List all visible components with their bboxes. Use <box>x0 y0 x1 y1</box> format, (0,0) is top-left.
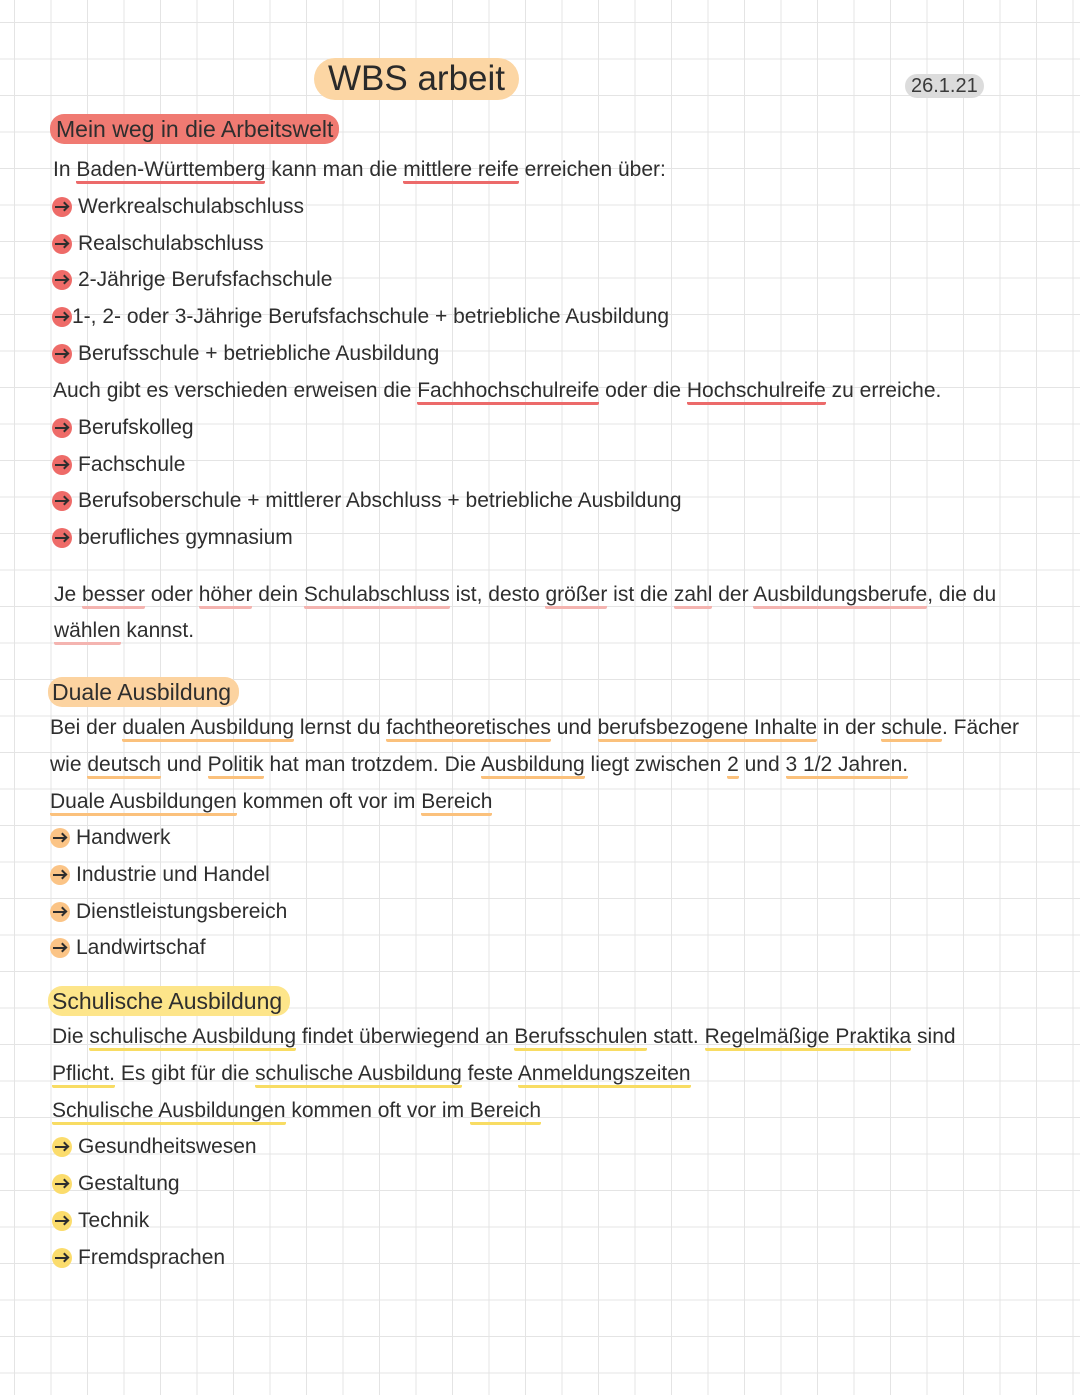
fachhochschulreife-text: Auch gibt es verschieden erweisen die Fachhochschulreife oder die Hochschulreife zu erreiche. <box>53 376 941 406</box>
section-heading-arbeitswelt: Mein weg in die Arbeitswelt <box>50 114 339 144</box>
page-title: WBS arbeit <box>314 58 519 100</box>
arrow-right-circle-icon <box>52 455 72 475</box>
intro-text: In Baden-Württemberg kann man die mittlere reife erreichen über: <box>53 155 666 185</box>
list-item: Fremdsprachen <box>52 1243 225 1273</box>
list-item: Berufskolleg <box>52 413 194 443</box>
duale-line-2: wie deutsch und Politik hat man trotzdem. Die Ausbildung liegt zwischen 2 und 3 1/2 Jahren. <box>50 750 908 780</box>
schulische-line-2: Pflicht. Es gibt für die schulische Ausbildung feste Anmeldungszeiten <box>52 1059 691 1089</box>
section-heading-duale-ausbildung: Duale Ausbildung <box>48 677 239 707</box>
list-item: 2-Jährige Berufsfachschule <box>52 265 332 295</box>
list-item: Gestaltung <box>52 1169 180 1199</box>
note-line-1: Je besser oder höher dein Schulabschluss ist, desto größer ist die zahl der Ausbildungsberufe, die du <box>54 580 996 610</box>
list-item: 1-, 2- oder 3-Jährige Berufsfachschule + betriebliche Ausbildung <box>52 302 669 332</box>
arrow-right-circle-icon <box>52 418 72 438</box>
arrow-right-circle-icon <box>52 197 72 217</box>
list-item: Gesundheitswesen <box>52 1132 257 1162</box>
date-label: 26.1.21 <box>905 74 984 98</box>
arrow-right-circle-icon <box>52 1248 72 1268</box>
arrow-right-circle-icon <box>52 1174 72 1194</box>
list-item: Landwirtschaf <box>50 933 206 963</box>
list-item: Werkrealschulabschluss <box>52 192 304 222</box>
arrow-right-circle-icon <box>52 234 72 254</box>
schulische-line-1: Die schulische Ausbildung findet überwiegend an Berufsschulen statt. Regelmäßige Praktika sind <box>52 1022 956 1052</box>
list-item: Berufsoberschule + mittlerer Abschluss + betriebliche Ausbildung <box>52 486 682 516</box>
list-item: berufliches gymnasium <box>52 523 293 553</box>
list-item: Realschulabschluss <box>52 229 264 259</box>
arrow-right-circle-icon <box>52 491 72 511</box>
list-item: Handwerk <box>50 823 171 853</box>
arrow-right-circle-icon <box>50 938 70 958</box>
duale-line-1: Bei der dualen Ausbildung lernst du fachtheoretisches und berufsbezogene Inhalte in der schule. Fächer <box>50 713 1019 743</box>
arrow-right-circle-icon <box>52 528 72 548</box>
duale-line-3: Duale Ausbildungen kommen oft vor im Bereich <box>50 787 492 817</box>
list-item: Berufsschule + betriebliche Ausbildung <box>52 339 439 369</box>
arrow-right-circle-icon <box>52 270 72 290</box>
arrow-right-circle-icon <box>50 902 70 922</box>
list-item: Fachschule <box>52 450 185 480</box>
section-heading-schulische-ausbildung: Schulische Ausbildung <box>48 986 290 1016</box>
arrow-right-circle-icon <box>52 307 72 327</box>
note-line-2: wählen kannst. <box>54 616 194 646</box>
arrow-right-circle-icon <box>52 344 72 364</box>
arrow-right-circle-icon <box>52 1137 72 1157</box>
schulische-line-3: Schulische Ausbildungen kommen oft vor im Bereich <box>52 1096 541 1126</box>
arrow-right-circle-icon <box>50 865 70 885</box>
arrow-right-circle-icon <box>50 828 70 848</box>
arrow-right-circle-icon <box>52 1211 72 1231</box>
list-item: Industrie und Handel <box>50 860 270 890</box>
list-item: Technik <box>52 1206 149 1236</box>
list-item: Dienstleistungsbereich <box>50 897 287 927</box>
